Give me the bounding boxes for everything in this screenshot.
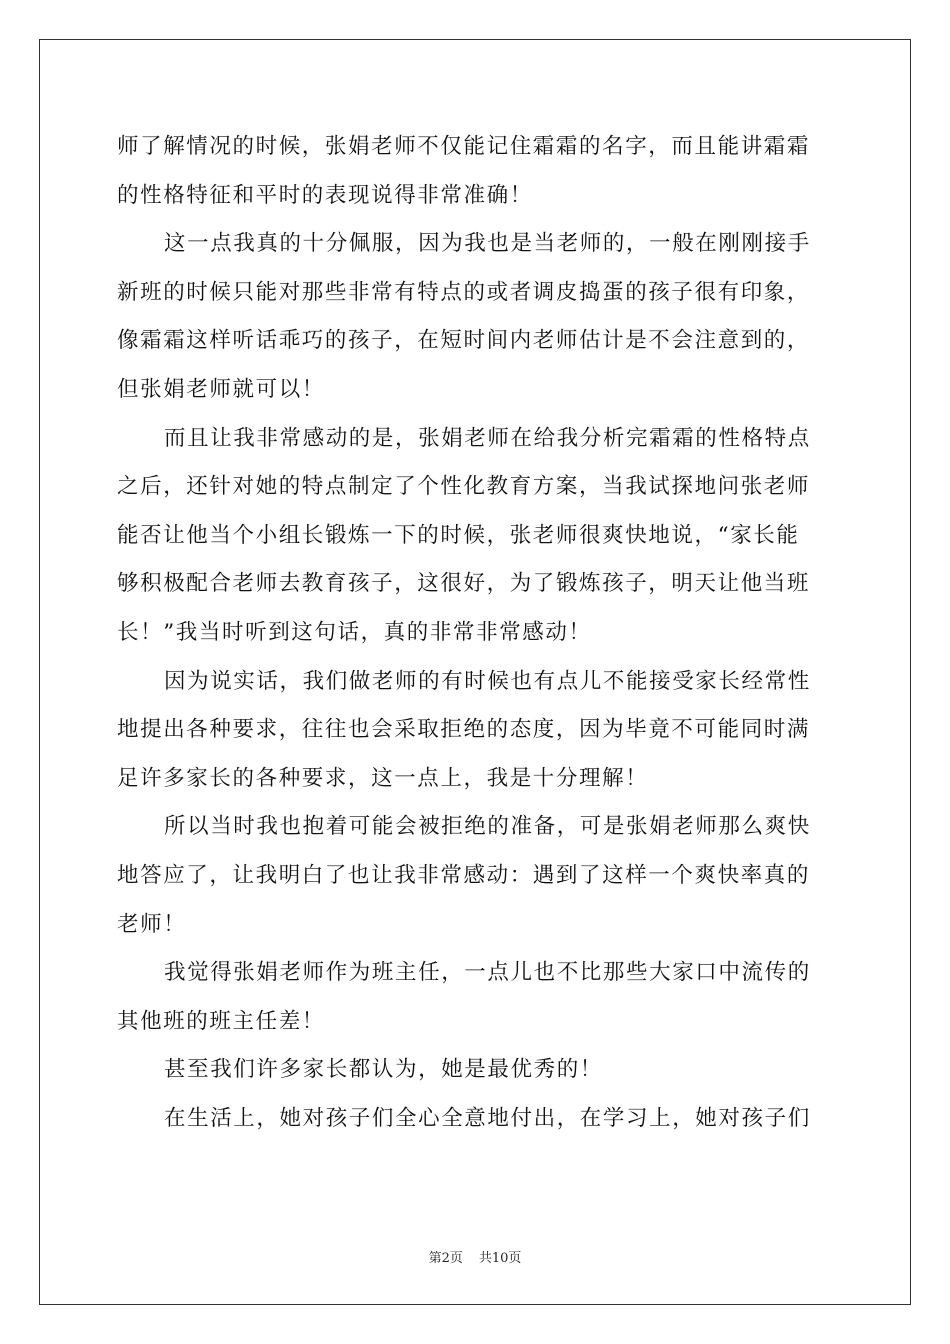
text-line: 我觉得张娟老师作为班主任，一点儿也不比那些大家口中流传的 — [164, 960, 811, 986]
text-line: 新班的时候只能对那些非常有特点的或者调皮捣蛋的孩子很有印象， — [117, 279, 811, 305]
text-line: 长！”我当时听到这句话，真的非常非常感动！ — [117, 619, 592, 645]
text-line: 像霜霜这样听话乖巧的孩子，在短时间内老师估计是不会注意到的， — [117, 328, 811, 354]
text-line: 老师！ — [117, 911, 187, 937]
text-line: 甚至我们许多家长都认为，她是最优秀的！ — [164, 1057, 603, 1083]
text-line: 这一点我真的十分佩服，因为我也是当老师的，一般在刚刚接手 — [164, 231, 811, 257]
text-line: 够积极配合老师去教育孩子，这很好，为了锻炼孩子，明天让他当班 — [117, 571, 811, 597]
text-line: 的性格特征和平时的表现说得非常准确！ — [117, 182, 533, 208]
text-line: 师了解情况的时候，张娟老师不仅能记住霜霜的名字，而且能讲霜霜 — [117, 134, 811, 159]
page-number: 第2页 — [428, 1251, 463, 1266]
text-line: 地提出各种要求，往往也会采取拒绝的态度，因为毕竟不可能同时满 — [117, 717, 811, 743]
text-line: 但张娟老师就可以！ — [117, 376, 325, 402]
text-line: 足许多家长的各种要求，这一点上，我是十分理解！ — [117, 765, 649, 791]
text-line: 能否让他当个小组长锻炼一下的时候，张老师很爽快地说，“家长能 — [117, 522, 800, 548]
page-footer — [0, 1247, 950, 1266]
text-line: 因为说实话，我们做老师的有时候也有点儿不能接受家长经常性 — [164, 668, 811, 694]
text-line: 而且让我非常感动的是，张娟老师在给我分析完霜霜的性格特点 — [164, 425, 811, 451]
text-line: 其他班的班主任差！ — [117, 1008, 325, 1034]
text-line: 在生活上，她对孩子们全心全意地付出，在学习上，她对孩子们 — [164, 1105, 811, 1131]
page-total: 共10页 — [478, 1251, 522, 1266]
text-line: 之后，还针对她的特点制定了个性化教育方案，当我试探地问张老师 — [117, 474, 811, 500]
document-body — [117, 123, 833, 1143]
text-line: 所以当时我也抱着可能会被拒绝的准备，可是张娟老师那么爽快 — [164, 814, 811, 840]
text-line: 地答应了，让我明白了也让我非常感动：遇到了这样一个爽快率真的 — [117, 862, 811, 888]
